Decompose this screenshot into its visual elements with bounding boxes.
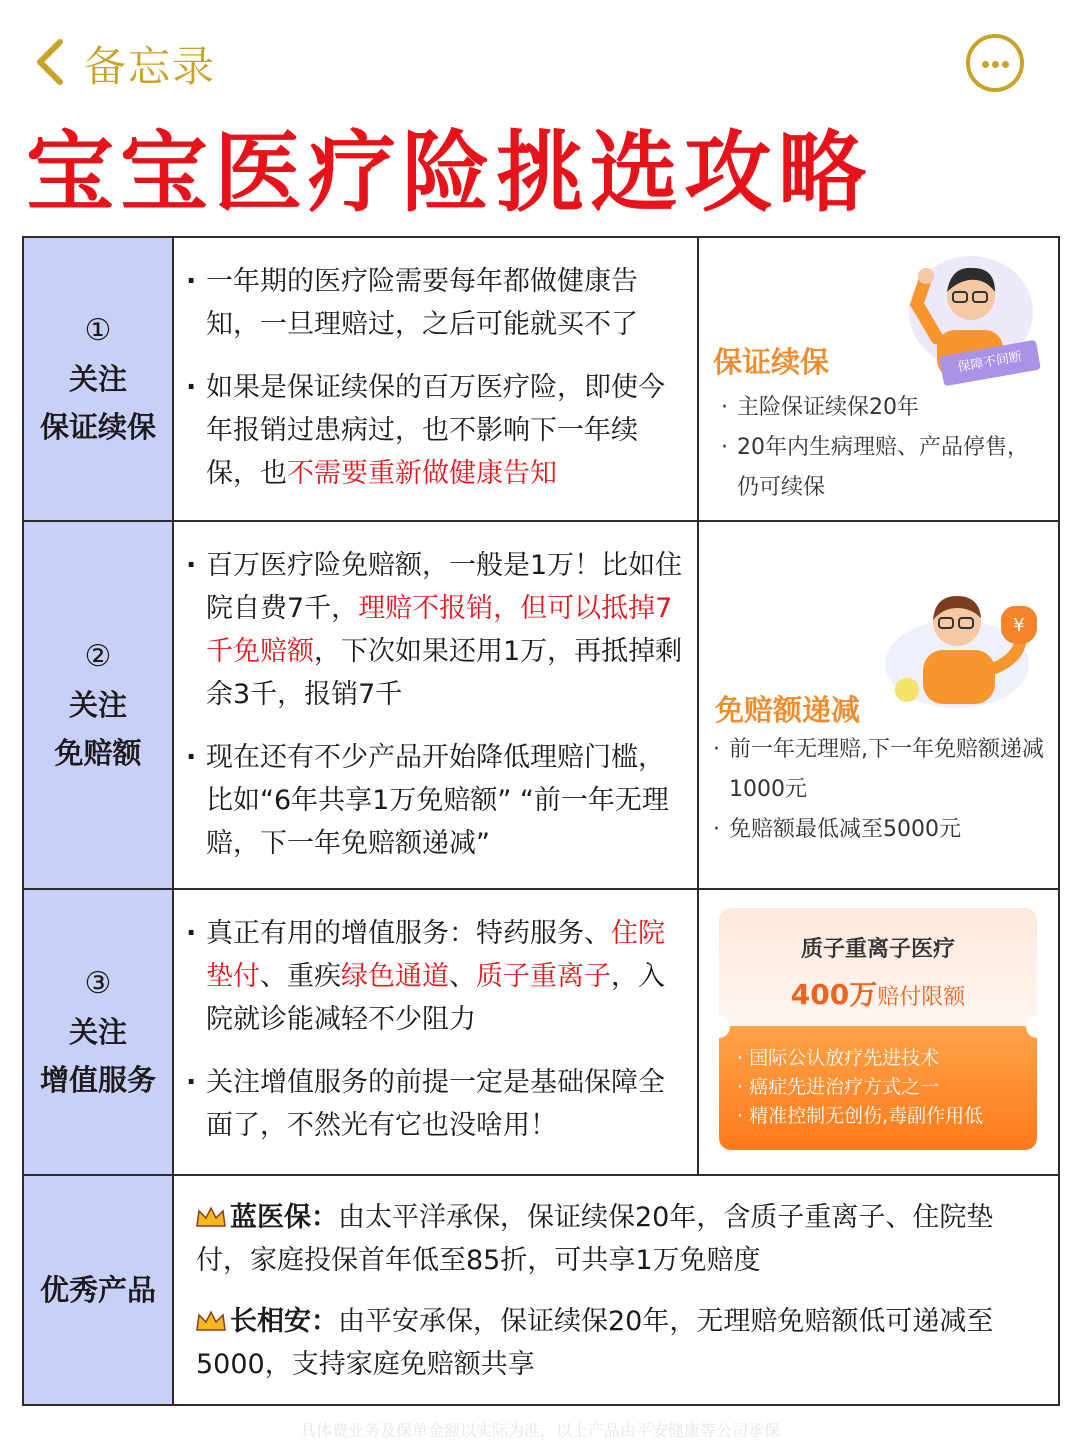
back-label[interactable]: 备忘录 (84, 42, 217, 91)
side-list-item: · 免赔额最低减至5000元 (711, 810, 1051, 850)
card-item: · 精准控制无创伤,毒副作用低 (737, 1105, 984, 1127)
page-title: 宝宝医疗险挑选攻略 (26, 121, 873, 224)
card-item: · 国际公认放疗先进技术 (737, 1047, 940, 1069)
footer-note: 具体费业务及保单金额以实际为准，以上产品由平安健康等公司承保 (299, 1421, 780, 1440)
row-label-line1: 优秀产品 (39, 1273, 156, 1307)
highlight-text: 理赔不报销，但可以抵掉7千免赔额 (206, 593, 673, 667)
row-renewal (23, 237, 1059, 521)
card-body (719, 1026, 1037, 1150)
card-item-text: 癌症先进治疗方式之一 (749, 1076, 940, 1098)
row-label-renewal (23, 237, 173, 521)
more-options-icon[interactable] (966, 34, 1024, 92)
ribbon-badge: 保障不间断 (939, 340, 1041, 387)
crown-icon (196, 1310, 226, 1332)
row-text-value-added (173, 889, 698, 1175)
side-list-item: · 20年内生病理赔、产品停售，仍可续保 (719, 428, 1049, 508)
row-text-deductible (173, 521, 698, 889)
side-panel-value-added (698, 889, 1059, 1175)
product-name: 蓝医保： (230, 1202, 338, 1233)
product-name: 长相安： (230, 1306, 338, 1337)
bullet-text: ，下次如果还用1万，再抵掉剩余3千，报销7千 (206, 636, 683, 710)
bullet-text: 真正有用的增值服务：特药服务、 (206, 918, 611, 949)
highlight-text: 质子重离子 (476, 961, 611, 992)
row-number: ① (84, 313, 112, 348)
proton-therapy-card (719, 908, 1037, 1150)
row-label-line2: 免赔额 (54, 736, 142, 770)
bullet-item: · 关注增值服务的前提一定是基础保障全面了，不然光有它也没啥用！ (184, 1061, 683, 1147)
bullet-text: 、重疾 (260, 961, 341, 992)
row-label-line2: 增值服务 (39, 1063, 156, 1097)
row-label-products (23, 1175, 173, 1405)
back-chevron-icon[interactable] (30, 36, 74, 88)
highlight-text: 住院垫付 (206, 918, 665, 992)
side-title: 免赔额递减 (715, 693, 861, 727)
top-bar (0, 0, 1080, 120)
row-number: ② (84, 639, 112, 674)
products-text (173, 1175, 1059, 1405)
guide-table (22, 236, 1060, 1406)
row-label-line1: 关注 (68, 1015, 127, 1049)
row-label-line1: 关注 (68, 688, 127, 722)
row-products (23, 1175, 1059, 1405)
highlight-text: 绿色通道 (341, 961, 449, 992)
bullet-item: · 一年期的医疗险需要每年都做健康告知，一旦理赔过，之后可能就买不了 (184, 260, 683, 346)
card-item-text: 精准控制无创伤,毒副作用低 (749, 1105, 984, 1127)
row-label-line2: 保证续保 (39, 410, 156, 444)
row-text-renewal (173, 237, 698, 521)
side-list-item: · 前一年无理赔,下一年免赔额递减1000元 (711, 730, 1051, 810)
card-header (719, 908, 1037, 1026)
side-panel-deductible (698, 521, 1059, 889)
bullet-text: 、 (449, 961, 476, 992)
bullet-item (184, 544, 683, 716)
row-deductible (23, 521, 1059, 889)
row-label-line1: 关注 (68, 362, 127, 396)
card-item: · 癌症先进治疗方式之一 (737, 1076, 940, 1098)
bullet-item (184, 912, 683, 1041)
row-label-value-added (23, 889, 173, 1175)
card-item-text: 国际公认放疗先进技术 (749, 1047, 940, 1069)
side-list (711, 730, 1051, 850)
bullet-text: ，入院就诊能减轻不少阻力 (206, 961, 665, 1035)
card-amount-suffix: 赔付限额 (877, 985, 966, 1010)
bullet-item: · 现在还有不少产品开始降低理赔门槛，比如“6年共享1万免赔额” “前一年无理赔，下一年免赔额递减” (184, 736, 683, 865)
product-desc: 由平安承保，保证续保20年，无理赔免赔额低可递减至5000，支持家庭免赔额共享 (196, 1306, 994, 1380)
row-label-deductible (23, 521, 173, 889)
highlight-text: 不需要重新做健康告知 (287, 458, 557, 489)
bullet-text: 百万医疗险免赔额，一般是1万！比如住院自费7千， (206, 550, 683, 624)
card-amount-value: 400万 (790, 978, 878, 1011)
side-list (719, 388, 1049, 508)
bullet-text: 如果是保证续保的百万医疗险，即使今年报销过患病过，也不影响下一年续保，也 (206, 372, 665, 489)
bullet-item (184, 366, 683, 495)
product-item (196, 1196, 1038, 1282)
card-amount (719, 973, 1037, 1013)
side-title: 保证续保 (713, 345, 830, 379)
crown-icon (196, 1206, 226, 1228)
side-list-item: · 主险保证续保20年 (719, 388, 1049, 428)
money-bag-icon: ¥ (1001, 606, 1037, 644)
row-number: ③ (84, 966, 112, 1001)
product-item (196, 1300, 1038, 1386)
row-value-added (23, 889, 1059, 1175)
side-panel-renewal (698, 237, 1059, 521)
product-desc: 由太平洋承保，保证续保20年，含质子重离子、住院垫付，家庭投保首年低至85折，可共享1万免赔度 (196, 1202, 994, 1276)
card-title: 质子重离子医疗 (800, 937, 955, 962)
